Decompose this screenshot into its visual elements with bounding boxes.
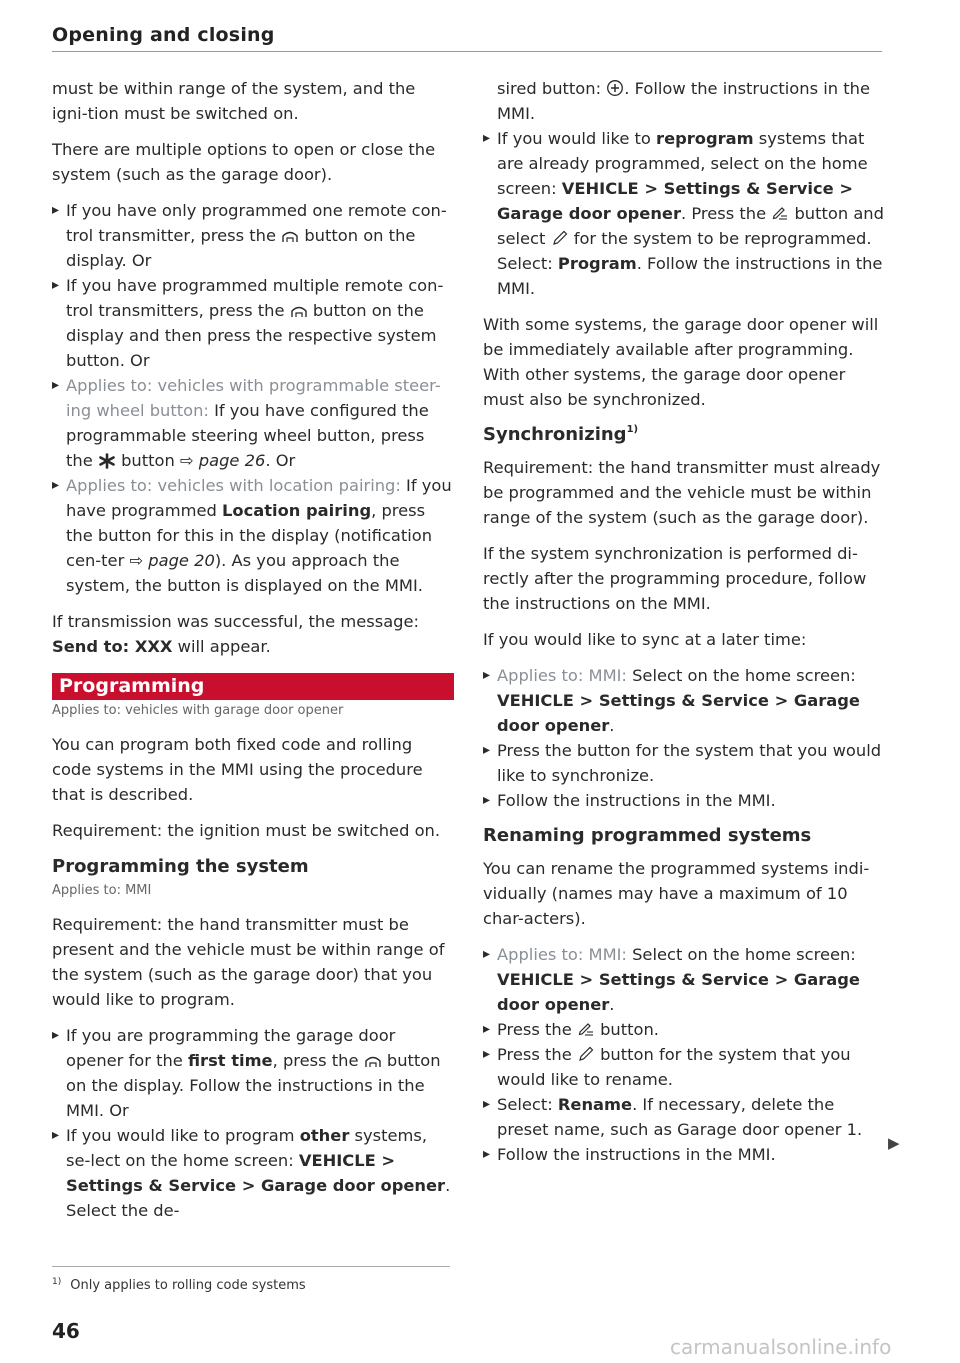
watermark: carmanualsonline.info <box>670 1335 892 1359</box>
page-reference[interactable]: ⇨ page 26 <box>179 451 266 470</box>
left-column <box>52 76 454 1234</box>
list-item: ▸ Select: Rename. If necessary, delete the preset name, such as Garage door opener 1. <box>483 1092 885 1142</box>
list-item: ▸ Press the button. <box>483 1017 885 1042</box>
list-item: ▸ Press the button for the system that you would like to rename. <box>483 1042 885 1092</box>
paragraph: You can rename the programmed systems indi-vidually (names may have a maximum of 10 char-acters). <box>483 859 870 928</box>
list-item: ▸ Applies to: vehicles with location pairing: If you have programmed Location pairing, press the button for this in the display (notification cen-ter ⇨ page 20). As you approach the system, the button is displayed on the MMI. <box>52 473 454 598</box>
subsection-heading: Programming the system <box>52 856 309 877</box>
applies-to-note: Applies to: vehicles with garage door opener <box>52 703 344 718</box>
right-column <box>483 76 885 1178</box>
list-item: ▸ Applies to: vehicles with programmable steer-ing wheel button: If you have configured the programmable steering wheel button, press the button ⇨ page 26. Or <box>52 373 454 473</box>
continue-arrow-icon: ▶ <box>888 1134 900 1152</box>
menu-path: VEHICLE > Settings & Service > Garage door opener <box>497 179 854 223</box>
section-banner: Programming <box>52 673 454 700</box>
garage-door-icon <box>281 229 299 244</box>
pencil-icon <box>551 229 569 247</box>
list-item: ▸ Follow the instructions in the MMI. <box>483 788 885 813</box>
section-title: Opening and closing <box>52 24 275 46</box>
footnote: $^{1)}$ Only applies to rolling code systems <box>52 1277 306 1293</box>
menu-path: VEHICLE > Settings & Service > Garage door opener <box>66 1151 446 1195</box>
pencil-icon <box>577 1045 595 1063</box>
instruction-list <box>483 76 885 301</box>
paragraph: If you would like to sync at a later time: <box>483 630 807 649</box>
footnote-divider <box>52 1266 450 1267</box>
page-number: 46 <box>52 1319 80 1343</box>
instruction-list <box>483 942 885 1167</box>
list-item: ▸ If you are programming the garage door opener for the first time, press the button on the display. Follow the instructions in the MMI. Or <box>52 1023 454 1123</box>
instruction-list <box>483 663 885 813</box>
paragraph: Requirement: the hand transmitter must be present and the vehicle must be within range of the system (such as the garage door) that you would like to program. <box>52 915 445 1009</box>
paragraph: must be within range of the system, and the igni-tion must be switched on. <box>52 79 416 123</box>
edit-list-icon <box>577 1020 595 1038</box>
subsection-heading: Renaming programmed systems <box>483 825 812 846</box>
garage-door-icon <box>290 304 308 319</box>
list-item-continued: sired button: . Follow the instructions in the MMI. <box>497 79 870 123</box>
asterisk-icon <box>98 453 116 469</box>
instruction-list <box>52 198 454 598</box>
menu-path: VEHICLE > Settings & Service > Garage door opener <box>497 691 860 735</box>
list-item: ▸ If you would like to program other systems, se-lect on the home screen: VEHICLE > Settings & Service > Garage door opener. Select the de- <box>52 1123 454 1223</box>
list-item: ▸ If you have programmed multiple remote con-trol transmitters, press the button on the display and then press the respective system button. Or <box>52 273 454 373</box>
paragraph: If the system synchronization is performed di-rectly after the programming procedure, follow the instructions on the MMI. <box>483 544 867 613</box>
paragraph: You can program both fixed code and rolling code systems in the MMI using the procedure that is described. <box>52 735 423 804</box>
header-divider <box>52 51 882 52</box>
footnote-marker: 1) <box>626 424 639 435</box>
garage-door-icon <box>364 1054 382 1069</box>
paragraph: If transmission was successful, the message: Send to: XXX will appear. <box>52 612 420 656</box>
applies-to-note: Applies to: MMI <box>52 883 152 898</box>
paragraph: There are multiple options to open or close the system (such as the garage door). <box>52 140 436 184</box>
list-item: ▸ If you would like to reprogram systems that are already programmed, select on the home screen: VEHICLE > Settings & Service > Garage door opener. Press the button and select for the system to be reprogrammed. Select: Program. Follow the instructions in the MMI. <box>483 126 885 301</box>
list-item: ▸ Follow the instructions in the MMI. <box>483 1142 885 1167</box>
subsection-heading: Synchronizing$^{1)}$ <box>483 424 639 445</box>
paragraph: With some systems, the garage door opener will be immediately available after programming. With other systems, the garage door opener must also be synchronized. <box>483 315 879 409</box>
add-circle-icon <box>606 79 624 97</box>
paragraph: Requirement: the hand transmitter must already be programmed and the vehicle must be within range of the system (such as the garage door). <box>483 458 881 527</box>
menu-path: VEHICLE > Settings & Service > Garage door opener <box>497 970 860 1014</box>
paragraph: Requirement: the ignition must be switched on. <box>52 821 441 840</box>
instruction-list <box>52 1023 454 1223</box>
list-item: ▸ Applies to: MMI: Select on the home screen: VEHICLE > Settings & Service > Garage door opener. <box>483 663 885 738</box>
edit-list-icon <box>771 204 789 222</box>
list-item: ▸ If you have only programmed one remote con-trol transmitter, press the button on the display. Or <box>52 198 454 273</box>
list-item: ▸ Applies to: MMI: Select on the home screen: VEHICLE > Settings & Service > Garage door opener. <box>483 942 885 1017</box>
list-item: ▸ Press the button for the system that you would like to synchronize. <box>483 738 885 788</box>
page-reference[interactable]: ⇨ page 20 <box>129 551 215 570</box>
